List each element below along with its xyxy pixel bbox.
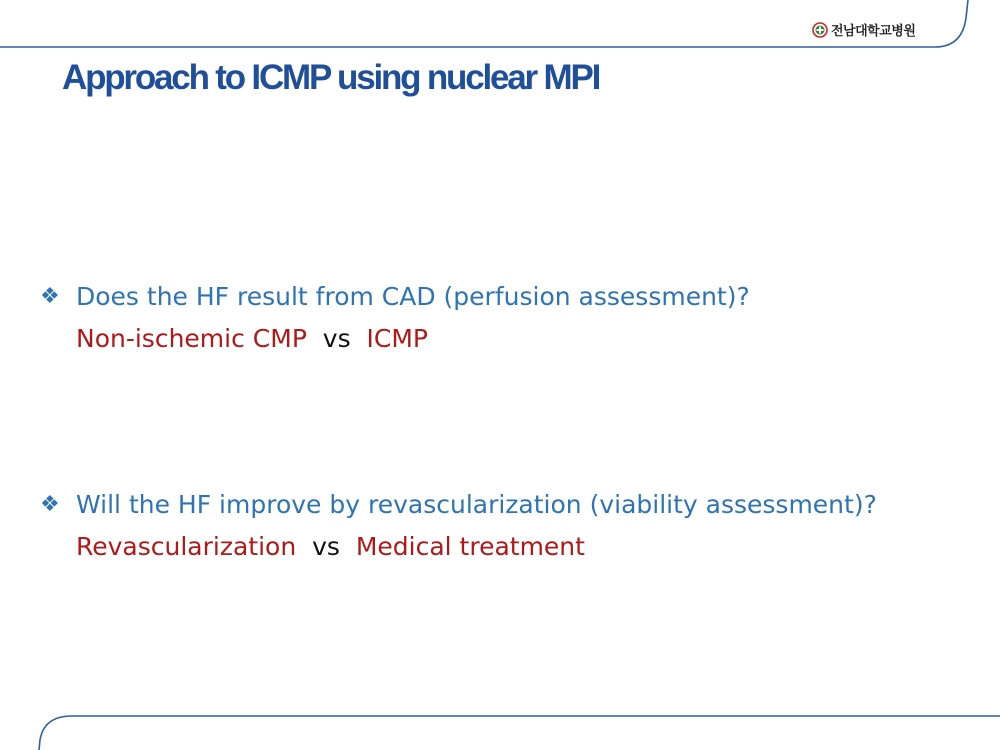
bullet-question: Will the HF improve by revascularization (viability assessment)?: [76, 490, 877, 519]
versus-connector: vs: [304, 532, 348, 561]
diamond-bullet-icon: ❖: [40, 284, 60, 309]
slide-title: Approach to ICMP using nuclear MPI: [62, 58, 600, 97]
diamond-bullet-icon: ❖: [40, 492, 60, 517]
bullet-item: [40, 276, 750, 360]
bullet-question-line: [40, 484, 877, 526]
bullet-question-line: [40, 276, 750, 318]
option-b: ICMP: [366, 324, 429, 353]
option-b: Medical treatment: [355, 532, 585, 561]
hospital-emblem-icon: [812, 22, 828, 38]
option-a: Revascularization: [76, 532, 297, 561]
bullet-answer-line: [40, 318, 750, 360]
bullet-question: Does the HF result from CAD (perfusion assessment)?: [76, 282, 750, 311]
hospital-name: 전남대학교병원: [831, 24, 916, 39]
versus-connector: vs: [314, 324, 359, 353]
hospital-logo: [812, 20, 915, 39]
bullet-item: [40, 484, 877, 568]
bottom-frame-line: [39, 716, 1000, 750]
bullet-answer-line: [40, 526, 877, 568]
option-a: Non-ischemic CMP: [76, 324, 307, 353]
